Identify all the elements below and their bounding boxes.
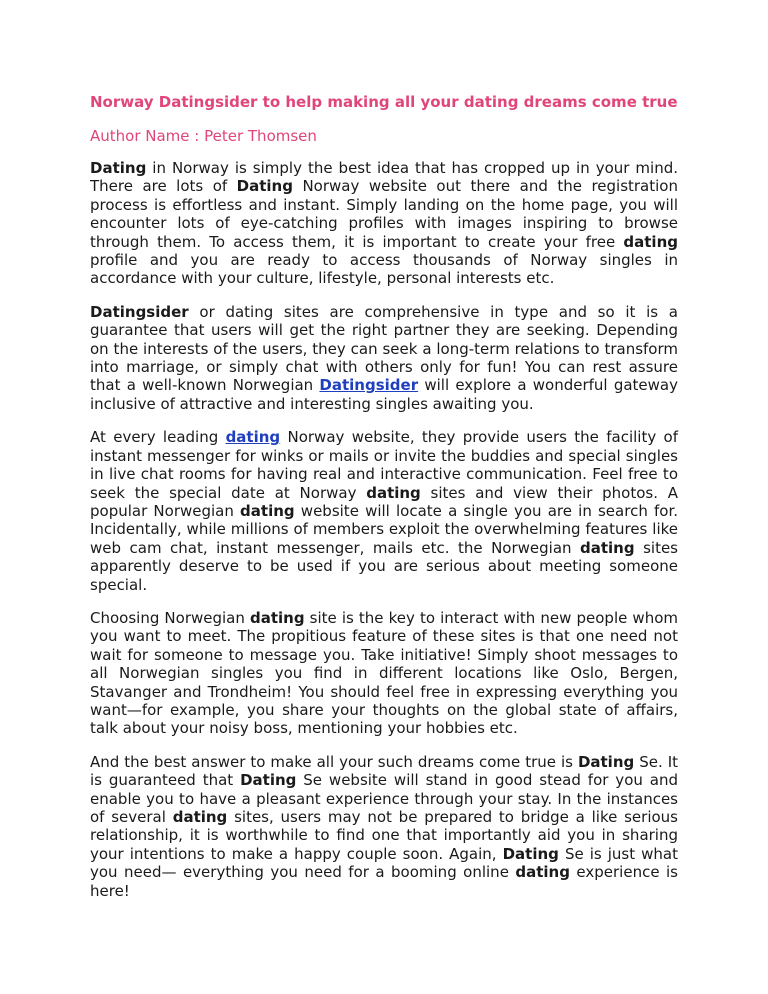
paragraph-text: Se website will stand in good stead for you and enable you to have a pleasant experience through your stay. In the instances of several: [90, 771, 678, 826]
bold-term: dating: [515, 863, 570, 882]
paragraph-text: At every leading: [90, 428, 226, 447]
paragraph-text: sites apparently deserve to be used if you are serious about meeting someone special.: [90, 538, 679, 594]
bold-term: dating: [366, 483, 421, 502]
bold-term: dating: [240, 501, 295, 520]
paragraph-text: Norway website, they provide users the facility of instant messenger for winks or mails or invite the buddies and special singles in live chat rooms for having real and interactive communication. Feel free to seek the special date at Norway: [90, 428, 678, 502]
paragraph-text: sites, users may not be prepared to bridge a like serious relationship, it is worthwhile to find one that importantly aid you in sharing your intentions to make a happy couple soon. Again,: [90, 808, 678, 863]
bold-term: dating: [249, 608, 305, 627]
bold-term: Dating: [577, 752, 635, 771]
bold-term: Dating: [90, 159, 147, 177]
paragraph-text: will explore a wonderful gateway inclusive of attractive and interesting singles awaiting you.: [90, 376, 678, 413]
paragraph-text: Norway website out there and the registration process is effortless and instant. Simply landing on the home page, you will encounter lots of eye-catching profiles with images inspiring to browse through them. To access them, it is important to create your free: [90, 177, 678, 251]
paragraph-text: profile and you are ready to access thousands of Norway singles in accordance with your culture, lifestyle, personal interests etc.: [90, 251, 678, 288]
paragraph: [90, 609, 678, 738]
paragraph-text: website will locate a single you are in search for. Incidentally, while millions of members exploit the overwhelming features like web cam chat, instant messenger, mails etc. the Norwegian: [90, 501, 679, 557]
paragraph-text: And the best answer to make all your such dreams come true is: [90, 752, 578, 771]
paragraph: [90, 428, 678, 594]
bold-term: Datingsider: [90, 302, 189, 321]
paragraph-text: site is the key to interact with new people whom you want to meet. The propitious feature of these sites is that one need not wait for someone to message you. Take initiative! Simply shoot messages to all Norwegian singles you find in different locations like Oslo, Bergen, Stavanger and Trondheim! You should feel free in expressing everything you want—for example, you share your thoughts on the global state of affairs, talk about your noisy boss, mentioning your hobbies etc.: [90, 608, 678, 738]
bold-term: dating: [580, 538, 635, 557]
paragraph: [90, 753, 678, 900]
paragraph-text: in Norway is simply the best idea that has cropped up in your mind. There are lots of: [90, 159, 678, 196]
paragraph-text: or dating sites are comprehensive in type and so it is a guarantee that users will get the right partner they are seeking. Depending on the interests of the users, they can seek a long-term relations to transform into marriage, or simply chat with others only for fun! You can rest assure that a well-known Norwegian: [90, 302, 678, 395]
document-title: Norway Datingsider to help making all your dating dreams come true: [90, 93, 678, 111]
inline-link[interactable]: dating: [225, 428, 281, 447]
inline-link[interactable]: Datingsider: [319, 376, 419, 395]
paragraph-text: Se is just what you need— everything you need for a booming online: [90, 844, 678, 882]
bold-term: Dating: [240, 771, 297, 790]
paragraph: [90, 303, 678, 413]
paragraph-text: experience is here!: [90, 863, 678, 900]
paragraph: [90, 159, 678, 288]
bold-term: Dating: [236, 177, 293, 196]
bold-term: dating: [623, 232, 678, 251]
author-name: Author Name : Peter Thomsen: [90, 127, 317, 145]
bold-term: dating: [172, 808, 228, 826]
bold-term: Dating: [502, 844, 559, 863]
paragraph-text: Choosing Norwegian: [90, 608, 250, 627]
paragraph-text: Se. It is guaranteed that: [90, 752, 679, 790]
paragraph-text: sites and view their photos. A popular Norwegian: [90, 483, 679, 520]
